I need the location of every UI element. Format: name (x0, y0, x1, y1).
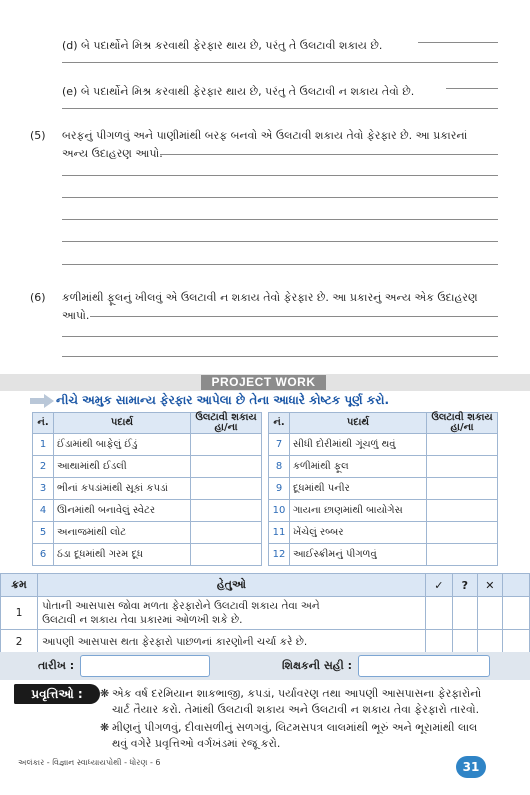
answer-line[interactable] (62, 175, 498, 176)
answer-cell[interactable] (427, 434, 498, 456)
answer-line[interactable] (62, 62, 498, 63)
tick-cell[interactable] (425, 597, 452, 630)
item-cell: ગાયના છાણમાંથી બાયોગેસ (290, 500, 427, 522)
col-reversible: ઉલટાવી શકાય હા/ના (427, 413, 498, 434)
answer-cell[interactable] (427, 500, 498, 522)
question-e: (e) બે પદાર્થોને મિશ્ર કરવાથી ફેરફાર થાય છે, પરંતુ તે ઉલટાવી ન શકાય તેવો છે. (62, 85, 415, 98)
activity-2-line2: થવું વગેરે પ્રવૃત્તિઓ વર્ગખંડમાં રજૂ કરો. (112, 737, 281, 750)
answer-cell[interactable] (427, 478, 498, 500)
row-number: 4 (33, 500, 54, 522)
spacer-cell (502, 574, 529, 597)
spacer-cell (502, 597, 529, 630)
check-icon: ✓ (425, 574, 452, 597)
row-number: 12 (269, 544, 290, 566)
col-serial: ક્રમ (1, 574, 38, 597)
question-icon: ? (452, 574, 477, 597)
project-work-tag: PROJECT WORK (201, 375, 326, 390)
cross-icon: ✕ (477, 574, 502, 597)
answer-cell[interactable] (191, 434, 262, 456)
answer-line[interactable] (62, 108, 498, 109)
col-no: નં. (33, 413, 54, 434)
activity-1-bullet: ❋ (100, 687, 110, 700)
spacer-cell (502, 630, 529, 655)
row-number: 3 (33, 478, 54, 500)
row-number: 8 (269, 456, 290, 478)
answer-cell[interactable] (191, 522, 262, 544)
answer-cell[interactable] (191, 500, 262, 522)
answer-line[interactable] (62, 241, 498, 242)
tick-cell[interactable] (425, 630, 452, 655)
item-cell: ભીનાં કપડાંમાંથી સૂકાં કપડાં (54, 478, 191, 500)
item-cell: આથામાંથી ઈડલી (54, 456, 191, 478)
answer-cell[interactable] (191, 544, 262, 566)
project-instruction: નીચે અમુક સામાન્ય ફેરફાર આપેલા છે તેના આધારે કોષ્ટક પૂર્ણ કરો. (56, 393, 390, 407)
date-field[interactable] (80, 655, 210, 677)
footer-book-title: અલંકાર - વિજ્ઞાન સ્વાધ્યાયપોથી - ધોરણ - 6 (18, 758, 161, 767)
col-item: પદાર્થ (290, 413, 427, 434)
cross-cell[interactable] (477, 630, 502, 655)
answer-line[interactable] (90, 316, 498, 317)
item-cell: ઊનમાંથી બનાવેલું સ્વેટર (54, 500, 191, 522)
answer-line[interactable] (62, 197, 498, 198)
question-5-line2: અન્ય ઉદાહરણ આપો. (62, 147, 163, 160)
col-item: પદાર્થ (54, 413, 191, 434)
activity-2-bullet: ❋ (100, 721, 110, 734)
row-number: 1 (33, 434, 54, 456)
answer-line[interactable] (418, 42, 498, 43)
row-number: 7 (269, 434, 290, 456)
col-reversible: ઉલટાવી શકાય હા/ના (191, 413, 262, 434)
answer-line[interactable] (62, 356, 498, 357)
activity-1-line2: ચાર્ટ તૈયાર કરો. તેમાંથી ઉલટાવી શકાય અને ઉલટાવી ન શકાય તેવા ફેરફારો તારવો. (112, 703, 480, 716)
cross-cell[interactable] (477, 597, 502, 630)
row-number: 5 (33, 522, 54, 544)
row-number: 9 (269, 478, 290, 500)
activities-tag: પ્રવૃત્તિઓ : (14, 684, 100, 704)
item-cell: ઈંડામાંથી બાફેલું ઈંડું (54, 434, 191, 456)
unsure-cell[interactable] (452, 630, 477, 655)
activity-1-line1: એક વર્ષ દરમિયાન શાકભાજી, કપડાં, પર્યાવરણ તથા આપણી આસપાસના ફેરફારોનો (112, 687, 482, 700)
item-cell: ઠંડા દૂધમાંથી ગરમ દૂધ (54, 544, 191, 566)
teacher-signature-label: શિક્ષકની સહી : (282, 659, 352, 672)
answer-cell[interactable] (427, 544, 498, 566)
row-number: 10 (269, 500, 290, 522)
answer-line[interactable] (160, 154, 498, 155)
objective-number: 2 (1, 630, 38, 655)
answer-line[interactable] (62, 336, 498, 337)
answer-cell[interactable] (191, 456, 262, 478)
item-cell: કળીમાંથી ફૂલ (290, 456, 427, 478)
question-5-line1: બરફનું પીગળવું અને પાણીમાંથી બરફ બનવો એ ઉલટાવી શકાય તેવો ફેરફાર છે. આ પ્રકારનાં (62, 129, 468, 142)
answer-line[interactable] (446, 88, 498, 89)
date-label: તારીખ : (38, 659, 75, 672)
item-cell: આઈસ્ક્રીમનું પીગળવું (290, 544, 427, 566)
teacher-signature-field[interactable] (358, 655, 490, 677)
project-table-left (32, 412, 262, 566)
item-cell: દૂધમાંથી પનીર (290, 478, 427, 500)
item-cell: ખેંચેલું રબ્બર (290, 522, 427, 544)
objective-number: 1 (1, 597, 38, 630)
question-d: (d) બે પદાર્થોને મિશ્ર કરવાથી ફેરફાર થાય છે, પરંતુ તે ઉલટાવી શકાય છે. (62, 39, 383, 52)
item-cell: સીધી દોરીમાંથી ગૂંચળું થવું (290, 434, 427, 456)
page-number: 31 (456, 756, 486, 778)
question-6-line2: આપો. (62, 309, 90, 322)
question-6-number: (6) (30, 291, 46, 304)
question-6-line1: કળીમાંથી ફૂલનું ખીલવું એ ઉલટાવી ન શકાય તેવો ફેરફાર છે. આ પ્રકારનું અન્ય એક ઉદાહરણ (62, 291, 478, 304)
row-number: 11 (269, 522, 290, 544)
answer-cell[interactable] (191, 478, 262, 500)
arrow-icon (30, 394, 54, 408)
activity-2-line1: મીણનું પીગળવું, દીવાસળીનું સળગવું, લિટમસપત્ર લાલમાંથી ભૂરું અને ભૂરામાંથી લાલ (112, 721, 478, 734)
answer-cell[interactable] (427, 522, 498, 544)
unsure-cell[interactable] (452, 597, 477, 630)
answer-line[interactable] (62, 264, 498, 265)
col-objectives: હેતુઓ (38, 574, 426, 597)
question-5-number: (5) (30, 129, 46, 142)
objective-text: આપણી આસપાસ થતા ફેરફારો પાછળનાં કારણોની ચર્ચા કરે છે. (38, 630, 426, 655)
row-number: 2 (33, 456, 54, 478)
col-no: નં. (269, 413, 290, 434)
answer-line[interactable] (62, 219, 498, 220)
objective-text: પોતાની આસપાસ જોવા મળતા ફેરફારોને ઉલટાવી શકાય તેવા અને ઉલટાવી ન શકાય તેવા પ્રકારમાં ઓળખી શકે છે. (38, 597, 426, 630)
item-cell: અનાજમાંથી લોટ (54, 522, 191, 544)
project-table-right (268, 412, 498, 566)
objectives-table (0, 573, 530, 655)
answer-cell[interactable] (427, 456, 498, 478)
row-number: 6 (33, 544, 54, 566)
